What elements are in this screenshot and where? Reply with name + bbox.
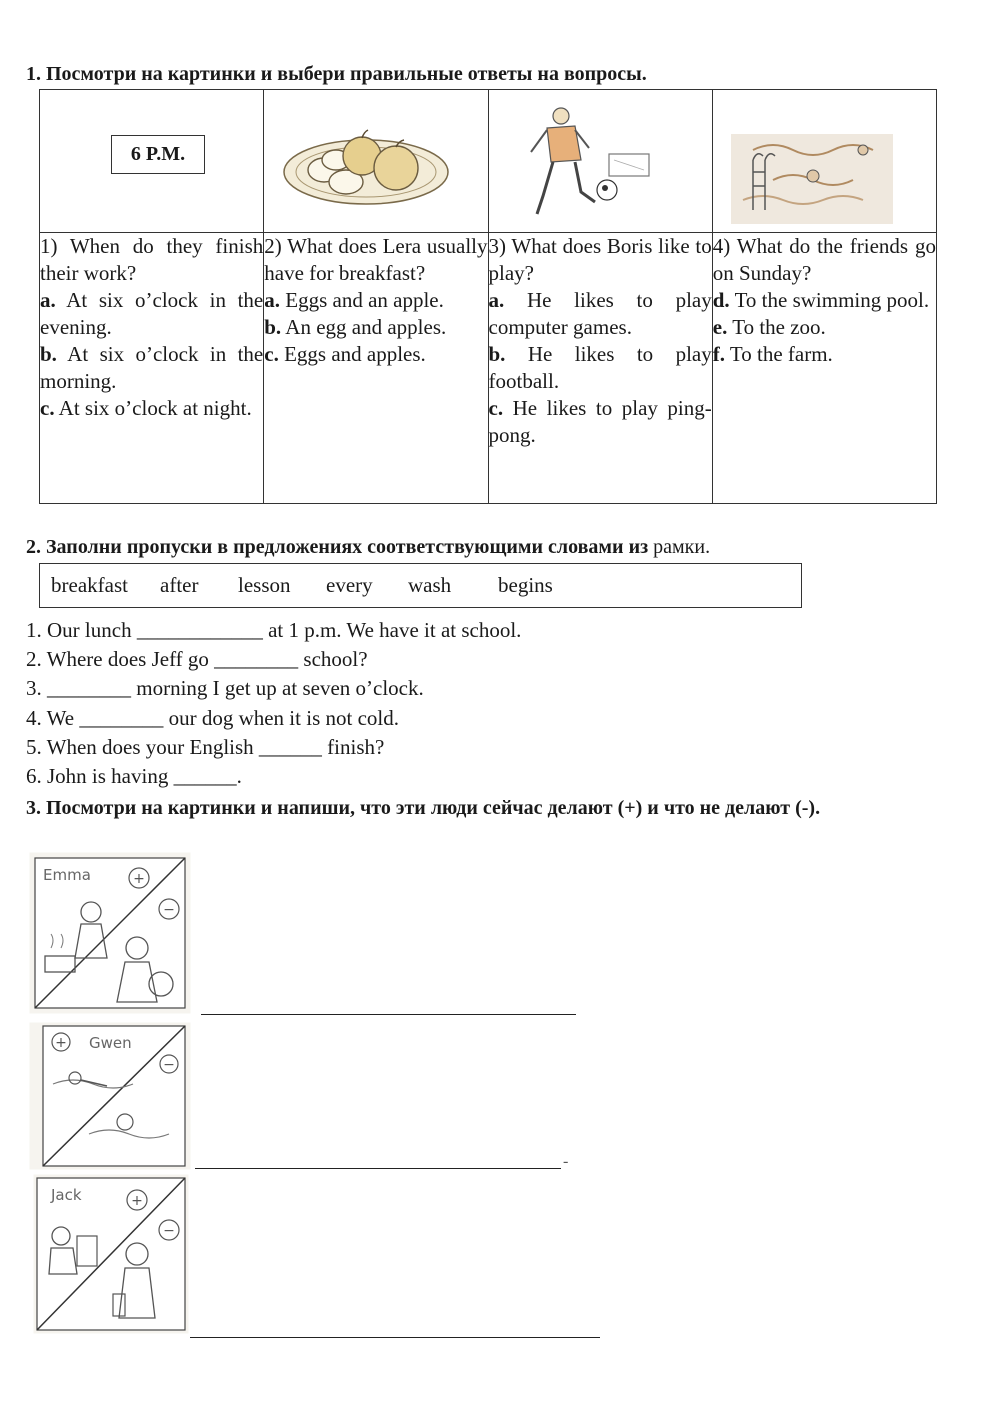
exercise-3-title: 3. Посмотри на картинки и напиши, что эти люди сейчас делают (+) и что не делают (-). xyxy=(26,797,821,819)
football-player-illustration xyxy=(489,90,713,232)
gwen-minus-sign: − xyxy=(163,1057,175,1073)
sentence-4[interactable]: 4. We ________ our dog when it is not cold. xyxy=(26,706,399,730)
sentence-6[interactable]: 6. John is having ______. xyxy=(26,764,242,788)
emma-minus-sign: − xyxy=(163,902,175,918)
answer-line-jack[interactable] xyxy=(190,1337,600,1338)
exercise-2-title: 2. Заполни пропуски в предложениях соответствующими словами из рамки. xyxy=(26,536,711,558)
picture-cell-football xyxy=(488,90,712,233)
question-2-option-a[interactable]: a. Eggs and an apple. xyxy=(264,288,444,312)
word-wash: wash xyxy=(408,573,452,597)
question-1-option-c[interactable]: c. At six o’clock at night. xyxy=(40,396,252,420)
gwen-trailing-dash: - xyxy=(563,1153,569,1170)
question-4-option-e[interactable]: e. To the zoo. xyxy=(712,315,826,339)
question-3-option-b[interactable]: b. He likes to play football. xyxy=(488,342,712,393)
question-1-option-a[interactable]: a. At six o’clock in the evening. xyxy=(40,288,264,339)
question-4-option-d[interactable]: d. To the swimming pool. xyxy=(712,288,930,312)
question-4-text: 4) What do the friends go on Sunday? xyxy=(712,234,936,285)
picture-cell-time xyxy=(40,90,264,233)
question-3-cell xyxy=(488,233,712,504)
exercise-1-table xyxy=(39,89,937,504)
answer-line-gwen[interactable] xyxy=(195,1168,561,1169)
question-1-option-b[interactable]: b. At six o’clock in the morning. xyxy=(40,342,264,393)
question-2-option-c[interactable]: c. Eggs and apples. xyxy=(264,342,426,366)
question-4-option-f[interactable]: f. To the farm. xyxy=(712,342,833,366)
word-bank xyxy=(39,563,802,608)
word-after: after xyxy=(160,573,199,597)
sentence-3[interactable]: 3. ________ morning I get up at seven o’clock. xyxy=(26,676,424,700)
emma-plus-sign: + xyxy=(133,871,145,887)
question-4-cell xyxy=(712,233,936,504)
question-1-cell xyxy=(40,233,264,504)
jack-picture xyxy=(33,1174,189,1334)
emma-picture xyxy=(29,852,191,1014)
question-1-text: 1) When do they finish their work? xyxy=(40,234,264,285)
exercise-1-title: 1. Посмотри на картинки и выбери правильные ответы на вопросы. xyxy=(26,63,647,85)
jack-plus-sign: + xyxy=(131,1193,143,1209)
sentence-5[interactable]: 5. When does your English ______ finish? xyxy=(26,735,385,759)
question-3-text: 3) What does Boris like to play? xyxy=(488,234,712,285)
word-lesson: lesson xyxy=(238,573,291,597)
jack-minus-sign: − xyxy=(163,1223,175,1239)
sentence-2[interactable]: 2. Where does Jeff go ________ school? xyxy=(26,647,368,671)
word-every: every xyxy=(326,573,373,597)
question-3-option-c[interactable]: c. He likes to play ping-pong. xyxy=(488,396,712,447)
sentence-1[interactable]: 1. Our lunch ____________ at 1 p.m. We have it at school. xyxy=(26,618,522,642)
gwen-picture xyxy=(29,1022,191,1170)
gwen-plus-sign: + xyxy=(55,1035,67,1051)
time-label: 6 P.M. xyxy=(111,135,205,174)
word-begins: begins xyxy=(498,573,553,597)
jack-name: Jack xyxy=(51,1186,82,1204)
eggs-apples-plate-illustration xyxy=(264,90,488,232)
swimming-pool-illustration xyxy=(713,90,937,232)
question-2-option-b[interactable]: b. An egg and apples. xyxy=(264,315,447,339)
word-breakfast: breakfast xyxy=(51,573,128,597)
picture-cell-breakfast xyxy=(264,90,488,233)
question-2-text: 2) What does Lera usually have for breakfast? xyxy=(264,234,488,285)
question-3-option-a[interactable]: a. He likes to play computer games. xyxy=(488,288,712,339)
answer-line-emma[interactable] xyxy=(201,1014,576,1015)
emma-name: Emma xyxy=(43,866,91,884)
gwen-name: Gwen xyxy=(89,1034,132,1052)
question-2-cell xyxy=(264,233,488,504)
picture-cell-pool xyxy=(712,90,936,233)
